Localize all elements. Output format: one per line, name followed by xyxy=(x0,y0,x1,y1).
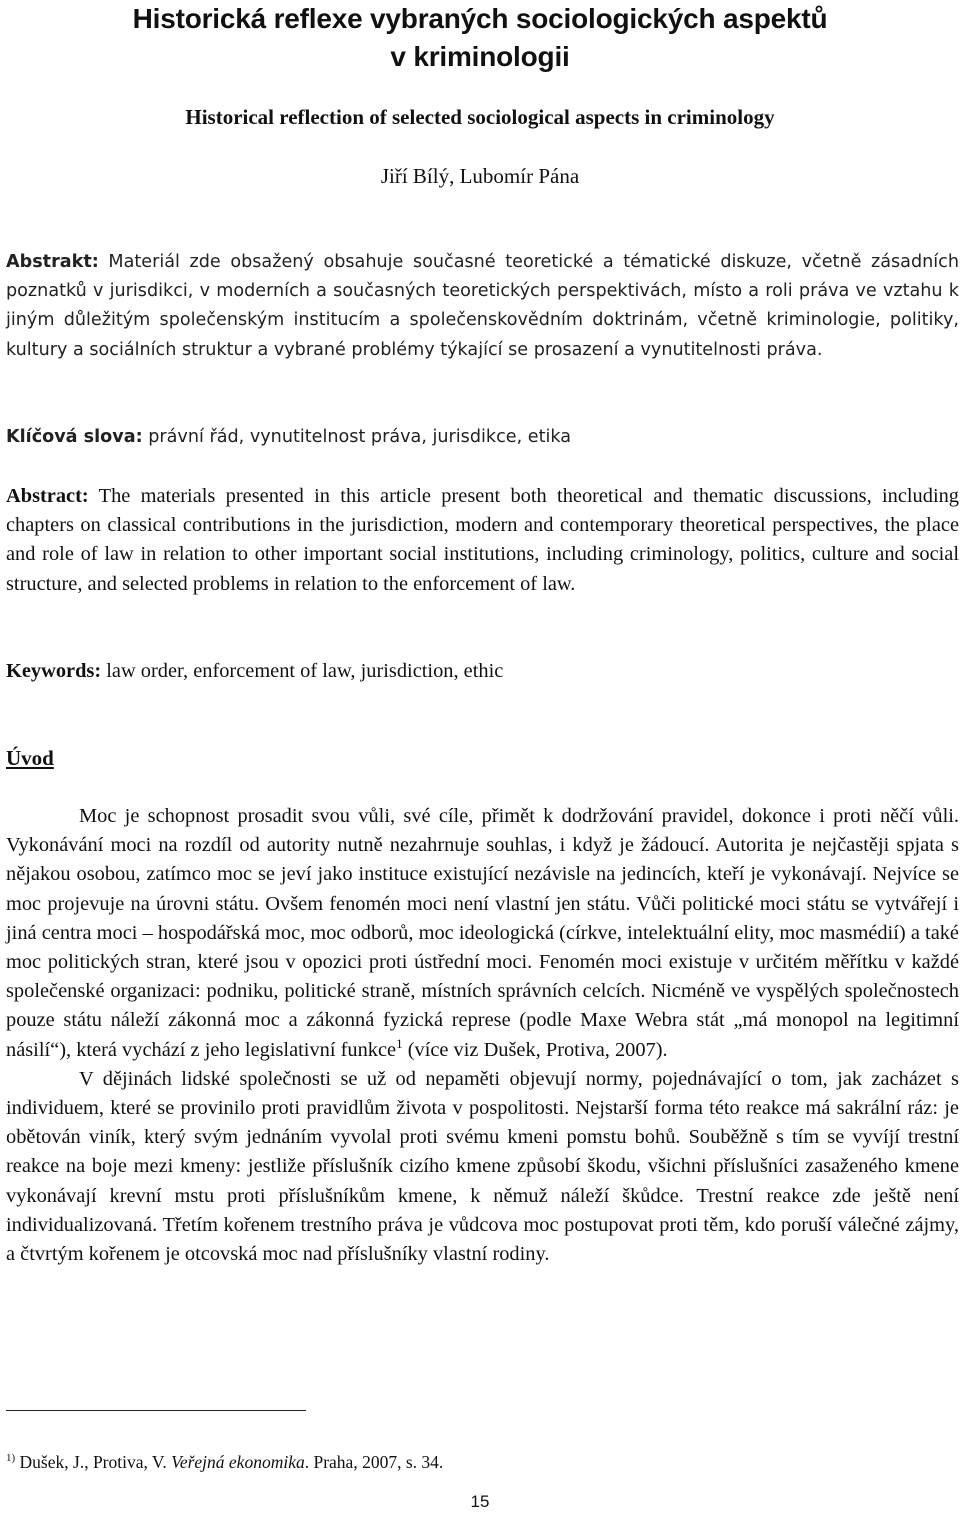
title-line-2: v kriminologii xyxy=(390,41,570,72)
keywords-czech-text: právní řád, vynutitelnost práva, jurisdikce, etika xyxy=(142,427,572,447)
footnote-book-title: Veřejná ekonomika xyxy=(171,1451,305,1472)
paragraph-1 xyxy=(6,802,959,1065)
footnote-publication: . Praha, 2007, s. 34. xyxy=(304,1451,444,1472)
keywords-czech-label: Klíčová slova: xyxy=(6,427,143,447)
english-subtitle: Historical reflection of selected sociological aspects in criminology xyxy=(185,105,775,129)
keywords-english-text: law order, enforcement of law, jurisdiction, ethic xyxy=(101,660,504,682)
title-line-1: Historická reflexe vybraných sociologických aspektů xyxy=(132,3,828,34)
paragraph-1-end: (více viz Dušek, Protiva, 2007). xyxy=(402,1038,668,1061)
keywords-english-label: Keywords: xyxy=(6,660,102,682)
section-heading-uvod: Úvod xyxy=(6,746,54,770)
abstract-czech-text: Materiál zde obsažený obsahuje současné teoretické a tématické diskuze, včetně zásadních poznatků v jurisdikci, v moderních a současných teoretických perspektivách, místo a roli práva ve vztahu k jiným důležitým společenským institucím a společenskovědním doktrinám, včetně kriminologie, politiky, kultury a sociálních struktur a vybrané problémy týkající se prosazení a vynutitelnosti práva. xyxy=(6,252,959,360)
paragraph-1-text: Moc je schopnost prosadit svou vůli, své cíle, přimět k dodržování pravidel, dokonce i proti něčí vůli. Vykonávání moci na rozdíl od autority nutně nezahrnuje souhlas, i když je žádoucí. Autorita je nejčastěji spjata s nějakou osobou, zatímco moc se jeví jako instituce existující nezávisle na jedincích, kteří je vykonávají. Nejvíce se moc projevuje na úrovni státu. Ovšem fenomén moci není vlastní jen státu. Vůči politické moci státu se vytvářejí i jiná centra moci – hospodářská moc, moc odborů, moc ideologická (církve, intelektuální elity, moc masmédií) a také moc politických stran, které jsou v opozici proti ústřední moci. Fenomén moci existuje v určitém měřítku v každé společenské organizaci: podniku, politické straně, místních správních celcích. Nicméně ve vyspělých společnostech pouze státu náleží zákonná moc a zákonná fyzická represe (podle Maxe Webra stát „má monopol na legitimní násilí“), která vychází z jeho legislativní funkce xyxy=(6,805,959,1061)
authors xyxy=(0,162,960,190)
keywords-english xyxy=(6,657,959,686)
footnote-authors: Dušek, J., Protiva, V. xyxy=(15,1451,172,1472)
paper-title xyxy=(0,0,960,76)
footnote-separator xyxy=(6,1410,306,1411)
footnote-reference[interactable]: 1 xyxy=(396,1035,403,1051)
author-names: Jiří Bílý, Lubomír Pána xyxy=(380,164,580,188)
keywords-czech xyxy=(6,423,959,452)
footnote xyxy=(6,1446,443,1474)
abstract-english-label: Abstract: xyxy=(6,485,89,507)
abstract-english-text: The materials presented in this article present both theoretical and thematic discussions, including chapters on classical contributions in the jurisdiction, modern and contemporary theoretical perspectives, the place and role of law in relation to other important social institutions, including criminology, politics, culture and social structure, and selected problems in relation to the enforcement of law. xyxy=(6,485,959,595)
page-number: 15 xyxy=(470,1492,490,1511)
footnote-mark: 1) xyxy=(6,1452,16,1464)
body-text xyxy=(6,802,959,1269)
abstract-english xyxy=(6,482,959,599)
abstract-czech xyxy=(6,248,959,365)
abstract-czech-label: Abstrakt: xyxy=(6,252,99,272)
paragraph-2: V dějinách lidské společnosti se už od nepaměti objevují normy, pojednávající o tom, jak zacházet s individuem, které se provinilo proti pravidlům života v pospolitosti. Nejstarší forma této reakce má sakrální ráz: je obětován viník, který svým jednáním vyvolal proti svému kmeni pomstu bohů. Souběžně s tím se vyvíjí trestní reakce na boje mezi kmeny: jestliže příslušník cizího kmene způsobí škodu, všichni příslušníci zasaženého kmene vykonávají krevní mstu proti příslušníkům kmene, k němuž náleží škůdce. Trestní reakce zde ještě není individualizovaná. Třetím kořenem trestního práva je vůdcova moc postupovat proti těm, kdo poruší válečné zájmy, a čtvrtým kořenem je otcovská moc nad příslušníky vlastní rodiny. xyxy=(6,1067,959,1266)
